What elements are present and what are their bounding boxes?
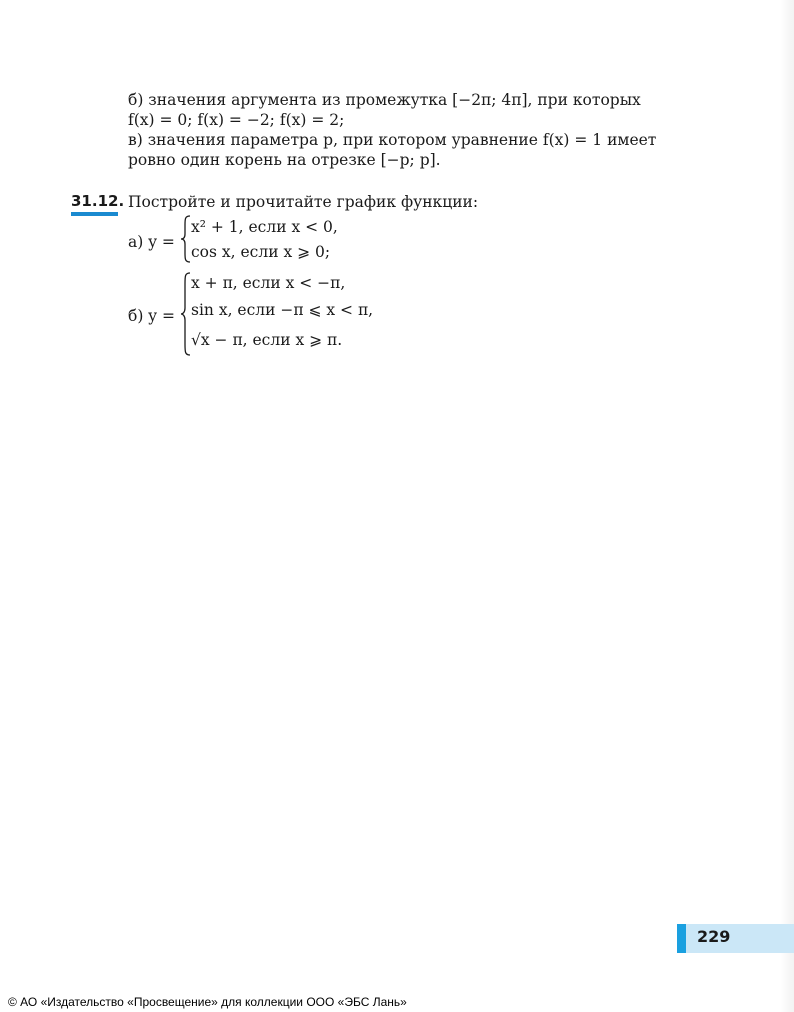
case-b-label: б) y =	[128, 307, 175, 325]
page-number: 229	[697, 927, 731, 946]
case-a-label: а) y =	[128, 233, 175, 251]
case-a-1: x² + 1, если x < 0,	[191, 218, 338, 236]
case-a-2: cos x, если x ⩾ 0;	[191, 243, 331, 261]
case-b-3: √x − π, если x ⩾ π.	[191, 331, 343, 349]
exercise-number-underline	[71, 212, 118, 216]
page-number-band	[677, 924, 794, 953]
page-number-marker	[677, 924, 686, 953]
case-b-2: sin x, если −π ⩽ x < π,	[191, 301, 374, 319]
part-b-line1: б) значения аргумента из промежутка [−2π; 4π], при которых	[128, 91, 641, 109]
copyright-footer: © АО «Издательство «Просвещение» для коллекции ООО «ЭБС Лань»	[8, 995, 407, 1009]
part-v-line2: ровно один корень на отрезке [−p; p].	[128, 151, 441, 169]
case-b-1: x + π, если x < −π,	[191, 274, 346, 292]
exercise-prompt: Постройте и прочитайте график функции:	[128, 193, 479, 211]
exercise-number: 31.12.	[71, 192, 125, 210]
part-b-line2: f(x) = 0; f(x) = −2; f(x) = 2;	[128, 111, 345, 129]
part-v-line1: в) значения параметра p, при котором уравнение f(x) = 1 имеет	[128, 131, 657, 149]
